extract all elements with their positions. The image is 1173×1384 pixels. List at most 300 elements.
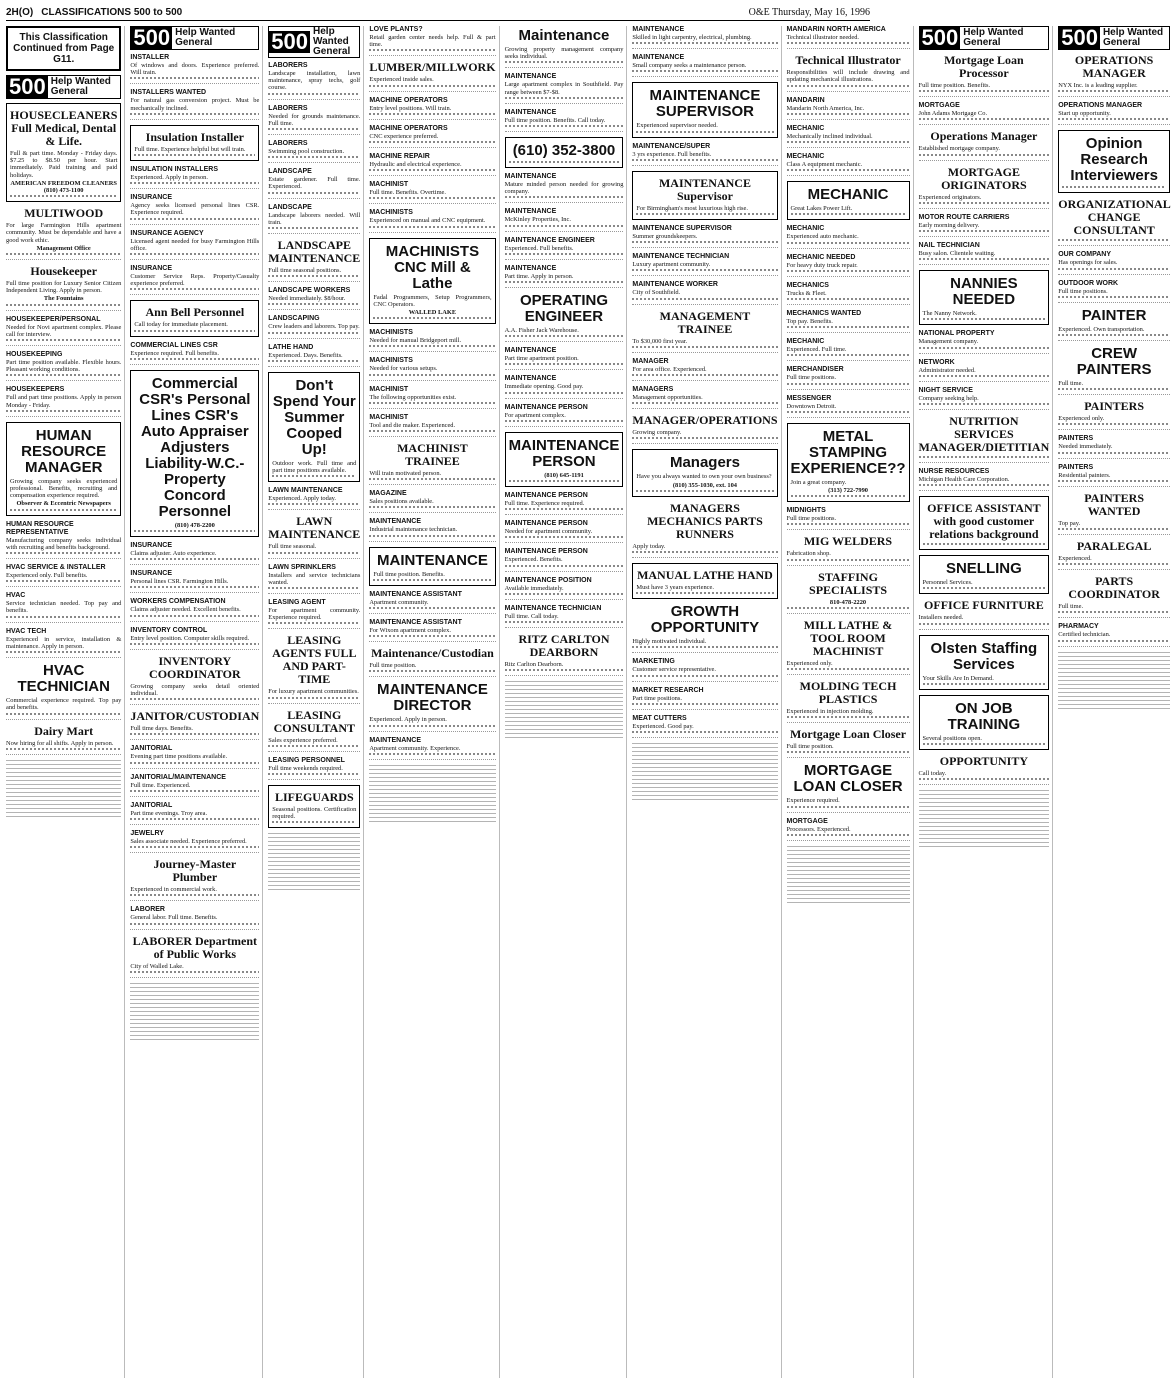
classified-ad [130, 54, 259, 84]
fine-print-lines [268, 192, 360, 194]
ad-display-title: MAINTENANCE [377, 551, 488, 569]
classified-ad [505, 432, 624, 487]
ad-body: Customer service representative. [632, 666, 716, 674]
classified-ad [268, 599, 360, 629]
classified-ad [787, 181, 910, 220]
fine-print-lines [1062, 186, 1166, 188]
ad-heading: MAINTENANCE PERSON [504, 492, 588, 500]
ad-body: Full time. Experience helpful but will train. [134, 145, 246, 153]
classified-ad [369, 490, 495, 513]
ad-body: Fadal Programmers, Setup Programmers, CNC Operators. [373, 293, 492, 308]
fine-print-lines [6, 616, 121, 618]
classified-ad [919, 214, 1050, 237]
classified-ad [130, 570, 259, 593]
ad-body: Ritz Carlton Dearborn. [504, 661, 564, 669]
ad-heading: MECHANICS [786, 281, 829, 289]
fine-print-lines [632, 731, 777, 733]
classified-ad [919, 635, 1050, 690]
ad-body: Technical illustrator needed. [786, 34, 860, 41]
classified-ad [787, 366, 910, 389]
classified-ad [919, 330, 1050, 353]
fine-print-texture [505, 681, 624, 741]
ad-display-title: MACHINIST TRAINEE [397, 441, 468, 469]
ad-heading: MORTGAGE [786, 817, 828, 825]
classified-ad [369, 386, 495, 409]
ad-body: Experienced in commercial work. [130, 886, 217, 894]
ad-body: For large Farmington Hills apartment community. Must be dependable and have a good work ethic. [6, 222, 122, 244]
ad-heading: MACHINE REPAIR [369, 153, 430, 161]
fine-print-lines [787, 834, 910, 836]
classified-ad [268, 634, 360, 703]
ad-display-title: OFFICE ASSISTANT with good customer relations background [927, 501, 1041, 542]
ad-body: Claims adjuster. Auto experience. [130, 550, 217, 558]
classified-ad [787, 535, 910, 565]
classified-ad [632, 171, 777, 220]
fine-print-lines [505, 363, 624, 365]
classified-ad [130, 300, 259, 336]
ad-body: Licensed agent needed for busy Farmington Hills office. [130, 237, 260, 252]
classified-ad [6, 103, 121, 202]
ad-body: Class A equipment mechanic. [786, 161, 863, 169]
fine-print-lines [272, 475, 356, 477]
section-title: CLASSIFICATIONS 500 to 500 [41, 6, 183, 18]
ad-heading: LEASING PERSONNEL [268, 756, 345, 764]
ad-body: Skilled in light carpentry, electrical, plumbing. [632, 34, 752, 41]
fine-print-lines [919, 456, 1050, 458]
ad-columns [6, 25, 1171, 1378]
ad-display-title: MECHANIC [807, 186, 889, 204]
ad-heading: MARKETING [632, 658, 675, 666]
ad-heading: MECHANIC [786, 225, 825, 233]
classified-ad [1058, 400, 1170, 430]
classified-ad [505, 265, 624, 288]
ad-display-title: PARALEGAL [1076, 539, 1152, 554]
classification-number: 500 [133, 25, 171, 50]
ad-body: Full time. Experience required. [504, 500, 585, 508]
fine-print-lines [1058, 563, 1170, 565]
ad-body: Claims adjuster needed. Excellent benefits. [130, 606, 241, 614]
fine-print-lines [787, 113, 910, 115]
ad-body: For heavy duty truck repair. [786, 261, 858, 269]
fine-print-lines [505, 392, 624, 394]
ad-column-3 [268, 26, 364, 1378]
classified-ad [505, 548, 624, 571]
ad-display-title: Operations Manager [930, 129, 1038, 144]
classified-ad [919, 599, 1050, 629]
ad-heading: HVAC TECH [6, 627, 47, 635]
fine-print-lines [1058, 334, 1170, 336]
ad-body: Installers needed. [918, 614, 964, 622]
classified-ad [505, 492, 624, 515]
classification-number: 500 [271, 29, 309, 54]
classified-ad [6, 265, 121, 311]
classified-ad [919, 359, 1050, 382]
ad-body: Has openings for sales. [1058, 259, 1118, 267]
ad-body: Early morning delivery. [918, 221, 980, 229]
ad-body: Full time. Benefits. Overtime. [369, 189, 446, 197]
ad-body: For apartment community. Experience required. [268, 607, 361, 622]
fine-print-lines [369, 49, 495, 51]
ad-body: Full time positions. [786, 515, 837, 523]
ad-heading: MAINTENANCE PERSON [504, 520, 588, 528]
ad-body: General labor. Full time. Benefits. [130, 914, 218, 922]
ad-body: Growing company seeks experienced professional. Benefits, recruiting and compensation experience required. [10, 477, 118, 500]
ad-display-title: LUMBER/MILLWORK [369, 60, 496, 75]
ad-heading: MAINTENANCE SUPERVISOR [632, 225, 732, 233]
fine-print-lines [130, 733, 259, 735]
fine-print-lines [6, 339, 121, 341]
fine-print-lines [919, 154, 1050, 156]
ad-contact: Observer & Eccentric Newspapers [16, 500, 111, 508]
classified-ad [632, 310, 777, 353]
fine-print-lines [369, 197, 495, 199]
ad-display-title: MANUAL LATHE HAND [637, 568, 773, 583]
ad-body: Entry level positions. Will train. [369, 104, 452, 112]
fine-print-lines [369, 141, 495, 143]
classified-ad [1058, 346, 1170, 395]
ad-display-title: LANDSCAPE MAINTENANCE [268, 238, 361, 266]
fine-print-lines [505, 508, 624, 510]
classified-ad [787, 54, 910, 91]
classified-ad [369, 619, 495, 642]
classification-label: Help Wanted General [1102, 27, 1164, 48]
ad-heading: NIGHT SERVICE [918, 386, 973, 394]
fine-print-lines [130, 218, 259, 220]
classification-number: 500 [1061, 25, 1098, 50]
classified-ad [787, 310, 910, 333]
ad-display-title: ORGANIZATIONAL CHANGE CONSULTANT [1058, 197, 1171, 238]
fine-print-lines [505, 97, 624, 99]
fine-print-lines [919, 778, 1050, 780]
fine-print-lines [130, 358, 259, 360]
fine-print-lines [787, 716, 910, 718]
paper-name: O&E [748, 6, 770, 18]
classified-ad [6, 663, 121, 719]
fine-print-lines [130, 288, 259, 290]
classified-ad [130, 627, 259, 650]
ad-body: Full time positions. [1058, 287, 1108, 295]
fine-print-lines [130, 790, 259, 792]
classified-ad [919, 755, 1050, 785]
ad-heading: MAINTENANCE [632, 54, 685, 62]
ad-heading: LABORERS [268, 104, 308, 112]
fine-print-lines [632, 42, 777, 44]
ad-display-title: HVAC TECHNICIAN [17, 662, 110, 696]
classification-label: Help Wanted General [50, 76, 111, 97]
fine-print-lines [787, 523, 910, 525]
fine-print-texture [130, 983, 259, 1043]
classified-ad [369, 26, 495, 56]
classified-ad [505, 375, 624, 398]
fine-print-lines [923, 683, 1046, 685]
ad-heading: MAINTENANCE PERSON [504, 403, 588, 411]
classified-ad [268, 487, 360, 510]
classified-ad [505, 605, 624, 628]
ad-display-title: Mortgage Loan Processor [944, 53, 1024, 80]
fine-print-lines [1058, 423, 1170, 425]
ad-body: City of Southfield. [632, 289, 681, 297]
ad-display-title: LAWN MAINTENANCE [268, 514, 361, 542]
ad-display-title: INVENTORY COORDINATOR [149, 653, 241, 681]
ad-heading: MAINTENANCE [504, 264, 557, 272]
ad-heading: INSTALLERS WANTED [130, 89, 207, 97]
classified-ad [369, 153, 495, 176]
fine-print-lines [636, 131, 773, 133]
ad-heading: INSULATION INSTALLERS [130, 166, 219, 174]
classified-ad [787, 125, 910, 148]
ad-body: Downtown Detroit. [786, 402, 837, 410]
ad-display-title: MILL LATHE & TOOL ROOM MACHINIST [803, 617, 893, 658]
ad-body: Apply today. [632, 542, 666, 550]
fine-print-lines [134, 330, 255, 332]
continued-notice: This Classification Continued from Page G11. [6, 26, 121, 71]
classified-ad [787, 153, 910, 176]
ad-heading: LANDSCAPE [268, 203, 312, 211]
classified-ad [787, 26, 910, 49]
classified-ad [505, 347, 624, 370]
fine-print-lines [130, 643, 259, 645]
ad-heading: LATHE HAND [268, 343, 314, 351]
ad-heading: MECHANIC [786, 153, 825, 161]
classified-ad [268, 515, 360, 558]
classified-ad [505, 577, 624, 600]
ad-body: For Wixom apartment complex. [369, 627, 451, 635]
ad-display-title: ON JOB TRAINING [947, 699, 1021, 733]
classified-ad [632, 26, 777, 49]
ad-heading: PAINTERS [1058, 435, 1094, 443]
ad-heading: NATIONAL PROPERTY [918, 330, 995, 338]
fine-print-lines [1058, 452, 1170, 454]
classified-ad [369, 442, 495, 485]
ad-body: Experienced. Days. Benefits. [268, 351, 343, 359]
fine-print-lines [6, 253, 121, 255]
ad-body: Summer groundskeepers. [632, 233, 698, 241]
ad-body: A.A. Fisher Jack Warehouse. [504, 327, 579, 335]
classified-ad [1058, 251, 1170, 274]
ad-display-title: MAINTENANCE DIRECTOR [377, 681, 488, 715]
classified-ad [632, 82, 777, 137]
classified-ad [369, 591, 495, 614]
ad-body: Must have 3 years experience. [636, 584, 714, 592]
ad-body: Experienced only. [1058, 415, 1105, 423]
fine-print-lines [509, 161, 620, 163]
classified-ad [130, 125, 259, 161]
classified-ad [505, 520, 624, 543]
ad-display-title: HUMAN RESOURCE MANAGER [21, 426, 107, 476]
classified-ad [632, 715, 777, 738]
ad-body: Busy salon. Clientele waiting. [918, 250, 996, 258]
classified-ad [268, 239, 360, 282]
ad-heading: MAINTENANCE ASSISTANT [369, 619, 462, 627]
ad-heading: HOUSEKEEPER/PERSONAL [6, 315, 101, 323]
ad-heading: PHARMACY [1058, 623, 1099, 631]
fine-print-lines [6, 651, 121, 653]
ad-body: Full time seasonal positions. [268, 267, 342, 275]
classified-ad [1058, 435, 1170, 458]
ad-body: Sales positions available. [369, 498, 434, 506]
fine-print-lines [369, 670, 495, 672]
fine-print-lines [268, 745, 360, 747]
ad-heading: MECHANICS WANTED [786, 310, 862, 318]
classified-ad [919, 242, 1050, 265]
ad-heading: OUTDOOR WORK [1058, 279, 1119, 287]
ad-heading: MARKET RESEARCH [632, 686, 704, 694]
classified-ad [130, 230, 259, 260]
classified-ad [130, 830, 259, 853]
ad-display-title: NUTRITION SERVICES MANAGER/DIETITIAN [918, 414, 1050, 455]
classified-ad [632, 414, 777, 444]
ad-heading: INVENTORY CONTROL [130, 626, 208, 634]
ad-heading: MAINTENANCE ENGINEER [504, 236, 595, 244]
ad-body: Highly motivated individual. [632, 638, 707, 646]
ad-body: Full time. Experienced. [130, 781, 191, 789]
fine-print-lines [632, 437, 777, 439]
classified-ad [268, 315, 360, 338]
fine-print-lines [6, 552, 121, 554]
classified-ad [6, 316, 121, 346]
ad-column-6 [632, 26, 781, 1378]
ad-heading: INSURANCE [130, 194, 172, 202]
classification-header [6, 75, 121, 99]
fine-print-lines [369, 635, 495, 637]
fine-print-lines [130, 894, 259, 896]
fine-print-lines [919, 230, 1050, 232]
ad-body: Seasonal positions. Certification required. [272, 806, 357, 821]
fine-print-lines [919, 202, 1050, 204]
classified-ad [130, 194, 259, 224]
ad-body: Sales experience preferred. [268, 736, 338, 744]
fine-print-lines [632, 70, 777, 72]
fine-print-lines [791, 213, 906, 215]
ad-body: Part time position available. Flexible hours. Pleasant working conditions. [6, 359, 122, 374]
ad-heading: MACHINISTS [369, 329, 413, 337]
fine-print-lines [369, 85, 495, 87]
ad-body: CNC experience preferred. [369, 132, 439, 140]
ad-body: Start up opportunity. [1058, 110, 1111, 118]
fine-print-lines [923, 318, 1046, 320]
classified-ad [787, 338, 910, 361]
classified-ad [130, 265, 259, 295]
fine-print-lines [369, 169, 495, 171]
fine-print-texture [268, 833, 360, 893]
ad-body: 3 yrs experience. Full benefits. [632, 150, 712, 158]
classified-ad [369, 181, 495, 204]
ad-display-title: Maintenance [518, 27, 610, 44]
fine-print-lines [1058, 268, 1170, 270]
ad-contact: AMERICAN FREEDOM CLEANERS (810) 473-1100 [10, 179, 117, 195]
ad-heading: INSURANCE [130, 570, 172, 578]
classified-ad [505, 208, 624, 231]
ad-display-title: PAINTERS [1084, 399, 1145, 414]
classified-ad [268, 344, 360, 367]
ad-heading: MAINTENANCE [504, 108, 557, 116]
ad-display-title: STAFFING SPECIALISTS [809, 569, 888, 597]
classified-ad [369, 414, 495, 437]
ad-heading: NETWORK [918, 358, 955, 366]
fine-print-lines [130, 77, 259, 79]
fine-print-lines [268, 697, 360, 699]
fine-print-lines [1058, 296, 1170, 298]
ad-body: Mechanically inclined individual. [786, 132, 873, 140]
ad-contact: (810) 355-1030, ext. 104 [672, 481, 737, 489]
ad-heading: MAINTENANCE [632, 26, 685, 33]
fine-print-lines [134, 530, 255, 532]
fine-print-lines [6, 580, 121, 582]
classification-label: Help Wanted General [963, 27, 1024, 48]
ad-display-title: Housekeeper [30, 264, 98, 279]
fine-print-lines [632, 346, 777, 348]
classified-ad [268, 757, 360, 780]
ad-heading: HUMAN RESOURCE REPRESENTATIVE [6, 520, 74, 536]
ad-body: Installers and service technicians wanted. [268, 571, 361, 586]
classified-ad [632, 281, 777, 304]
classified-ad [632, 449, 777, 496]
ad-heading: LOVE PLANTS? [369, 26, 423, 33]
fine-print-lines [505, 125, 624, 127]
fine-print-lines [6, 748, 121, 750]
fine-print-lines [787, 411, 910, 413]
ad-display-title: Maintenance/Custodian [371, 646, 494, 661]
ad-display-title: MULTIWOOD [24, 206, 104, 221]
fine-print-lines [505, 593, 624, 595]
fine-print-lines [787, 607, 910, 609]
ad-display-title: JANITOR/CUSTODIAN [130, 709, 260, 724]
fine-print-lines [919, 347, 1050, 349]
classified-ad [369, 61, 495, 91]
classified-ad [130, 858, 259, 901]
ad-body: Full & part time. Monday - Friday days. $7.25 to $8.50 per hour. Start immediately. Paid training and paid holidays. [10, 150, 118, 179]
ad-body: Mature minded person needed for growing company. [504, 181, 624, 196]
ad-body: Great Lakes Power Lift. [790, 205, 853, 213]
fine-print-lines [130, 558, 259, 560]
classified-ad [505, 293, 624, 342]
ad-heading: COMMERCIAL LINES CSR [130, 341, 218, 349]
classified-ad [268, 564, 360, 594]
ad-body: City of Walled Lake. [130, 962, 184, 970]
ad-body: Landscape laborers needed. Will train. [268, 211, 361, 226]
ad-body: Experienced on manual and CNC equipment. [369, 217, 486, 225]
classified-ad [632, 143, 777, 166]
fine-print-lines [919, 375, 1050, 377]
classified-ad [919, 130, 1050, 160]
ad-body: Top pay. [1058, 519, 1081, 527]
classified-ad [369, 547, 495, 586]
fine-print-lines [505, 281, 624, 283]
fine-print-lines [369, 430, 495, 432]
ad-contact: (810) 478-2200 [174, 521, 215, 529]
ad-column-9 [1058, 26, 1173, 1378]
fine-print-lines [130, 698, 259, 700]
ad-heading: OPERATIONS MANAGER [1058, 102, 1143, 110]
ad-body: Experienced only. Full benefits. [6, 572, 88, 580]
fine-print-lines [130, 846, 259, 848]
classified-ad [369, 518, 495, 541]
fine-print-lines [505, 420, 624, 422]
ad-body: For natural gas conversion project. Must be mechanically inclined. [130, 97, 260, 112]
fine-print-lines [632, 241, 777, 243]
ad-display-title: LEASING AGENTS FULL AND PART-TIME [272, 633, 357, 687]
ad-body: Experienced. Apply in person. [130, 174, 208, 182]
classified-ad [130, 745, 259, 768]
classification-number: 500 [9, 74, 46, 99]
ad-body: Personnel Services. [922, 579, 973, 587]
ad-heading: NAIL TECHNICIAN [918, 242, 980, 250]
classified-ad [268, 204, 360, 234]
ad-display-title: Don't Spend Your Summer Cooped Up! [272, 376, 356, 458]
classified-ad [505, 109, 624, 132]
classified-ad [6, 628, 121, 658]
classified-ad [787, 571, 910, 614]
